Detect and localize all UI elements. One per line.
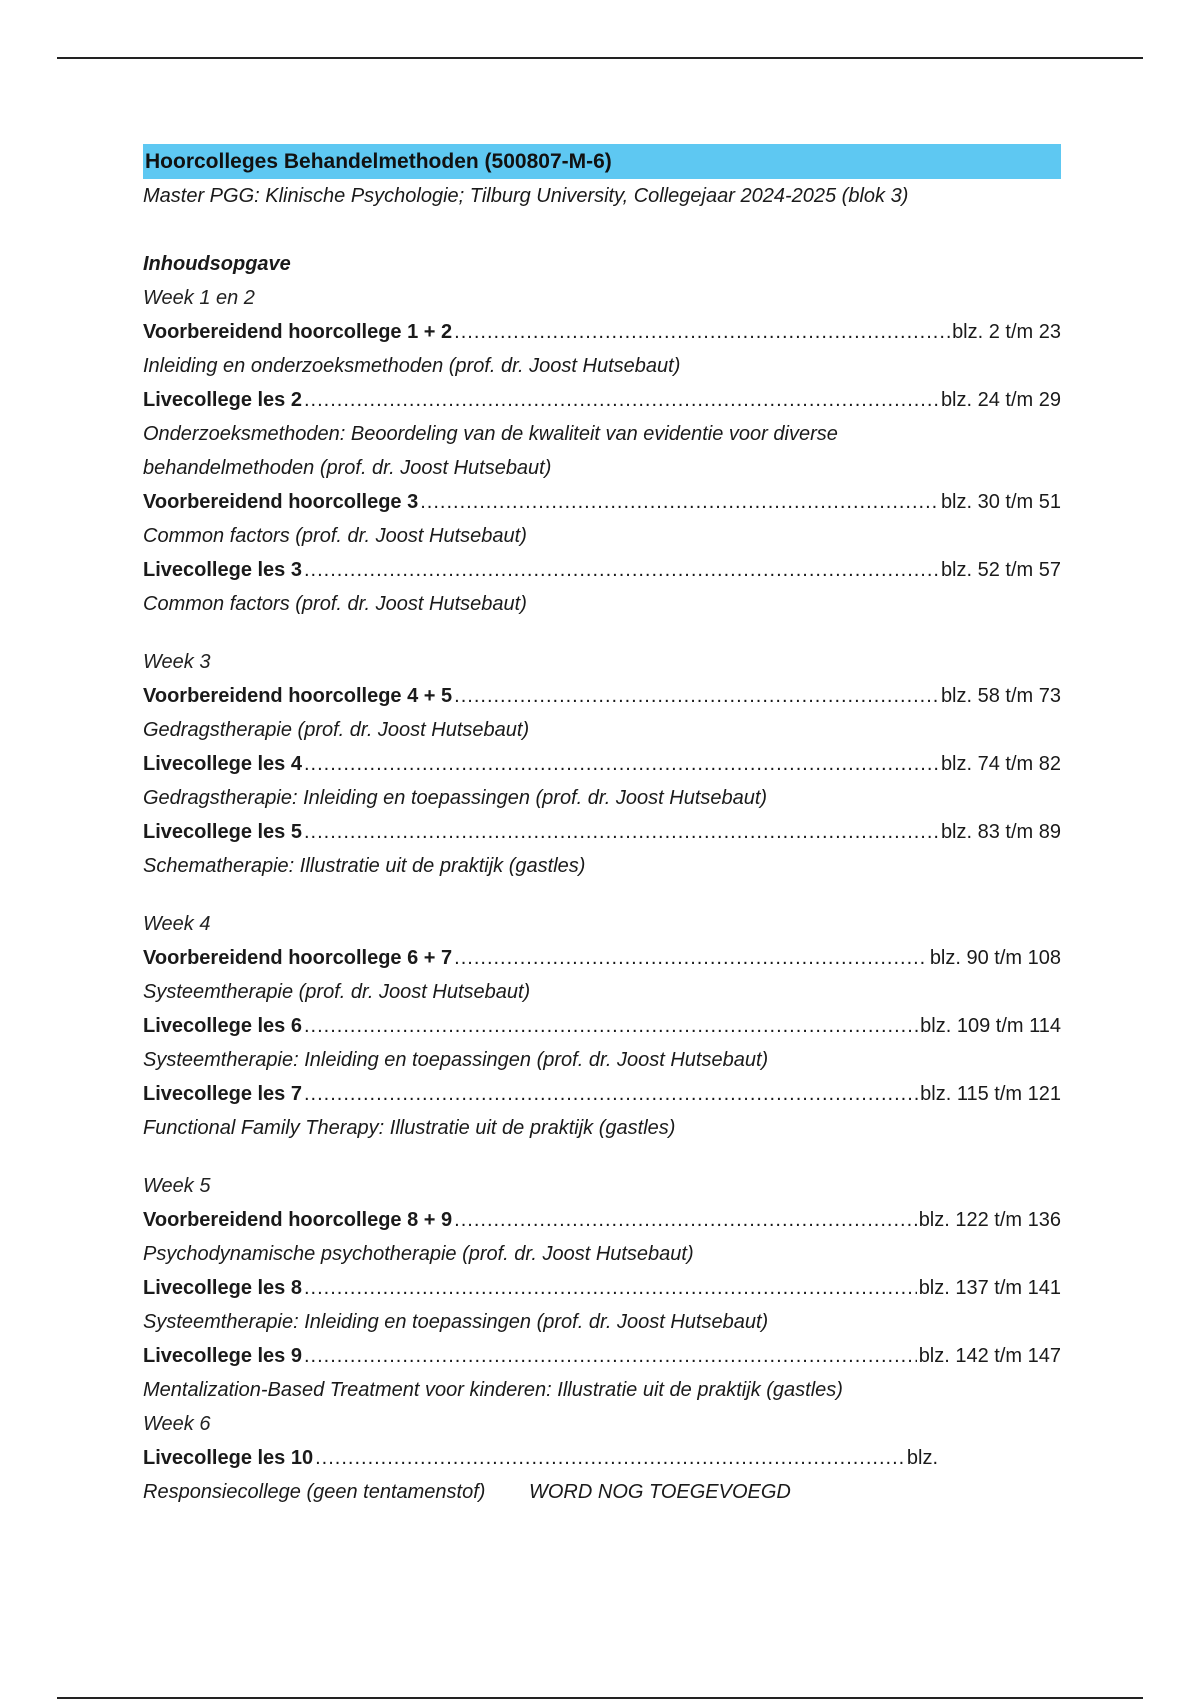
document-title: Hoorcolleges Behandelmethoden (500807-M-6) bbox=[143, 144, 1061, 179]
toc-list bbox=[143, 281, 1061, 1509]
week-label: Week 6 bbox=[143, 1413, 211, 1435]
entry-description: Functional Family Therapy: Illustratie uit de praktijk (gastles) bbox=[143, 1117, 676, 1139]
entry-title: Livecollege les 6 bbox=[143, 1015, 302, 1037]
dot-leader bbox=[304, 747, 939, 781]
dot-leader bbox=[454, 315, 950, 349]
dot-leader bbox=[315, 1441, 905, 1475]
toc-heading: Inhoudsopgave bbox=[143, 253, 291, 275]
dot-leader bbox=[304, 383, 939, 417]
document-subtitle: Master PGG: Klinische Psychologie; Tilburg University, Collegejaar 2024-2025 (blok 3) bbox=[143, 185, 909, 207]
entry-title: Livecollege les 2 bbox=[143, 389, 302, 411]
entry-pages: blz. 58 t/m 73 bbox=[940, 685, 1061, 707]
entry-pages: blz. 52 t/m 57 bbox=[940, 559, 1061, 581]
dot-leader bbox=[304, 1271, 917, 1305]
entry-pages: blz. 2 t/m 23 bbox=[952, 321, 1061, 343]
entry-title: Voorbereidend hoorcollege 3 bbox=[143, 491, 419, 513]
entry-title: Livecollege les 5 bbox=[143, 821, 302, 843]
week-section bbox=[143, 1169, 1061, 1509]
week-section bbox=[143, 907, 1061, 1145]
toc-entry bbox=[143, 1077, 1061, 1111]
entry-title: Voorbereidend hoorcollege 1 + 2 bbox=[143, 321, 453, 343]
entry-description: Systeemtherapie (prof. dr. Joost Hutsebaut) bbox=[143, 981, 531, 1003]
entry-description: Responsiecollege (geen tentamenstof) bbox=[143, 1481, 486, 1503]
dot-leader bbox=[304, 1077, 918, 1111]
header-rule bbox=[57, 57, 1143, 59]
entry-pages: blz. 24 t/m 29 bbox=[940, 389, 1061, 411]
dot-leader bbox=[304, 1009, 918, 1043]
toc-entry bbox=[143, 485, 1061, 519]
entry-description: Common factors (prof. dr. Joost Hutsebaut) bbox=[143, 593, 527, 615]
dot-leader bbox=[304, 1339, 917, 1373]
toc-entry bbox=[143, 1203, 1061, 1237]
toc-entry bbox=[143, 315, 1061, 349]
entry-pages: blz. 142 t/m 147 bbox=[918, 1345, 1061, 1367]
entry-title: Voorbereidend hoorcollege 4 + 5 bbox=[143, 685, 453, 707]
dot-leader bbox=[454, 679, 939, 713]
entry-pages: blz. 30 t/m 51 bbox=[940, 491, 1061, 513]
dot-leader bbox=[454, 941, 928, 975]
entry-title: Livecollege les 8 bbox=[143, 1277, 302, 1299]
entry-title: Livecollege les 4 bbox=[143, 753, 302, 775]
entry-title: Voorbereidend hoorcollege 8 + 9 bbox=[143, 1209, 453, 1231]
entry-pages: blz. 122 t/m 136 bbox=[918, 1209, 1061, 1231]
toc-entry bbox=[143, 383, 1061, 417]
toc-entry bbox=[143, 1441, 938, 1475]
entry-title: Voorbereidend hoorcollege 6 + 7 bbox=[143, 947, 453, 969]
week-label: Week 1 en 2 bbox=[143, 287, 255, 309]
entry-pages: blz. 115 t/m 121 bbox=[920, 1083, 1061, 1105]
entry-description: Schematherapie: Illustratie uit de praktijk (gastles) bbox=[143, 855, 586, 877]
document-body bbox=[143, 144, 1061, 1509]
dot-leader bbox=[304, 553, 939, 587]
entry-title: Livecollege les 9 bbox=[143, 1345, 302, 1367]
toc-entry bbox=[143, 747, 1061, 781]
toc-entry bbox=[143, 553, 1061, 587]
entry-description: Common factors (prof. dr. Joost Hutsebaut) bbox=[143, 525, 527, 547]
toc-entry bbox=[143, 1339, 1061, 1373]
dot-leader bbox=[304, 815, 939, 849]
toc-entry bbox=[143, 1271, 1061, 1305]
entry-description-row bbox=[143, 1475, 1061, 1509]
entry-title: Livecollege les 7 bbox=[143, 1083, 302, 1105]
entry-pages: blz. 90 t/m 108 bbox=[929, 947, 1061, 969]
entry-description: Gedragstherapie: Inleiding en toepassingen (prof. dr. Joost Hutsebaut) bbox=[143, 787, 768, 809]
entry-description: Onderzoeksmethoden: Beoordeling van de kwaliteit van evidentie voor diverse behandelmethoden (prof. dr. Joost Hutsebaut) bbox=[143, 423, 838, 479]
entry-title: Livecollege les 3 bbox=[143, 559, 302, 581]
week-label: Week 5 bbox=[143, 1175, 211, 1197]
dot-leader bbox=[454, 1203, 917, 1237]
entry-pages: blz. bbox=[906, 1447, 938, 1469]
entry-description: Systeemtherapie: Inleiding en toepassingen (prof. dr. Joost Hutsebaut) bbox=[143, 1311, 769, 1333]
entry-pages: blz. 137 t/m 141 bbox=[918, 1277, 1061, 1299]
week-label: Week 3 bbox=[143, 651, 211, 673]
toc-entry bbox=[143, 815, 1061, 849]
entry-title: Livecollege les 10 bbox=[143, 1447, 314, 1469]
toc-entry bbox=[143, 941, 1061, 975]
toc-entry bbox=[143, 1009, 1061, 1043]
toc-entry bbox=[143, 679, 1061, 713]
entry-description: Psychodynamische psychotherapie (prof. dr. Joost Hutsebaut) bbox=[143, 1243, 694, 1265]
week-section bbox=[143, 281, 1061, 621]
entry-description: Systeemtherapie: Inleiding en toepassingen (prof. dr. Joost Hutsebaut) bbox=[143, 1049, 769, 1071]
entry-description: Gedragstherapie (prof. dr. Joost Hutsebaut) bbox=[143, 719, 530, 741]
entry-description: Inleiding en onderzoeksmethoden (prof. dr. Joost Hutsebaut) bbox=[143, 355, 681, 377]
week-label: Week 4 bbox=[143, 913, 211, 935]
entry-description: Mentalization-Based Treatment voor kinderen: Illustratie uit de praktijk (gastles) bbox=[143, 1379, 843, 1401]
entry-pages: blz. 83 t/m 89 bbox=[940, 821, 1061, 843]
week-section bbox=[143, 645, 1061, 883]
entry-pages: blz. 109 t/m 114 bbox=[920, 1015, 1061, 1037]
pending-note: WORD NOG TOEGEVOEGD bbox=[529, 1481, 791, 1503]
footer-rule bbox=[57, 1697, 1143, 1699]
dot-leader bbox=[420, 485, 939, 519]
entry-pages: blz. 74 t/m 82 bbox=[940, 753, 1061, 775]
